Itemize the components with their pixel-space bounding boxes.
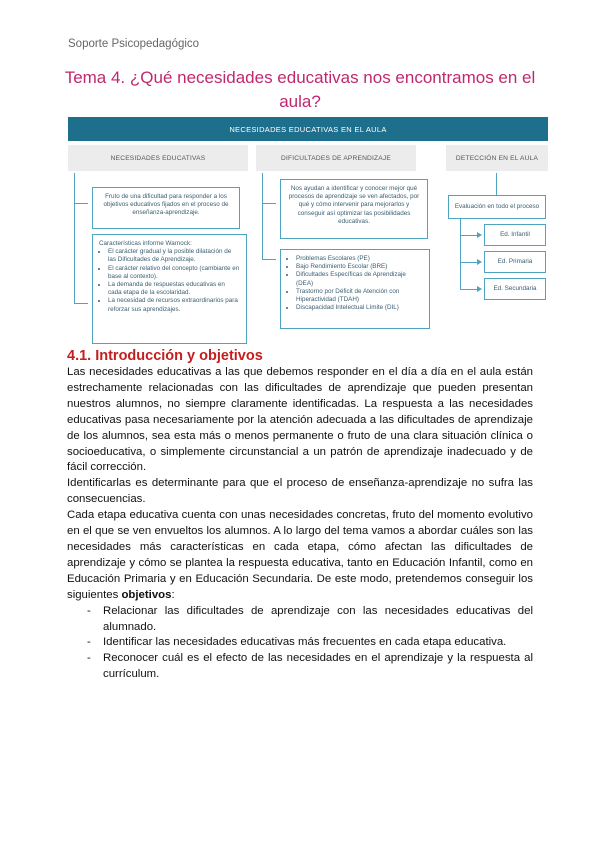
diagram-box-warnock xyxy=(92,234,247,344)
difficulty-item: • Discapacidad Intelectual Límite (DIL) xyxy=(296,304,423,312)
objectives-word: objetivos xyxy=(121,588,172,601)
diagram-column-header-1: NECESIDADES EDUCATIVAS xyxy=(68,145,248,171)
objective-text: Identificar las necesidades educativas más frecuentes en cada etapa educativa. xyxy=(103,636,507,649)
stage-box-secundaria: Ed. Secundaria xyxy=(484,278,546,300)
connector-line xyxy=(262,259,276,260)
objective-item xyxy=(67,635,533,651)
diagram-box-definition: Fruto de una dificultad para responder a los objetivos educativos fijados en el proceso de enseñanza-aprendizaje. xyxy=(92,187,240,229)
dash-bullet: - xyxy=(87,636,91,649)
objective-item xyxy=(67,651,533,683)
objective-text: Reconocer cuál es el efecto de las necesidades en el aprendizaje y la respuesta al currículum. xyxy=(103,652,533,681)
paragraph-text: Cada etapa educativa cuenta con unas necesidades concretas, fruto del momento evolutivo en el que se ven envueltos los alumnos. A lo largo del tema vamos a abordar cuáles son las necesidades más características en cada etapa, cómo afectan las dificultades de aprendizaje y cómo se plantea la respuesta educativa, tanto en Educación Infantil, como en Educación Primaria y en Educación Secundaria. De este modo, pretendemos conseguir los siguientes xyxy=(67,509,533,601)
paragraph xyxy=(67,508,533,603)
objectives-list xyxy=(67,604,533,684)
connector-line xyxy=(74,203,88,204)
page-title: Tema 4. ¿Qué necesidades educativas nos encontramos en el aula? xyxy=(64,68,536,111)
connector-line xyxy=(460,219,461,289)
arrow-right-icon xyxy=(477,259,482,265)
connector-line xyxy=(74,303,88,304)
diagram-box-evaluation: Evaluación en todo el proceso xyxy=(448,195,546,219)
connector-line xyxy=(496,173,497,195)
diagram-column-header-3: DETECCIÓN EN EL AULA xyxy=(446,145,548,171)
difficulty-item: • Problemas Escolares (PE) xyxy=(296,255,423,263)
connector-line xyxy=(460,262,478,263)
dash-bullet: - xyxy=(87,604,91,617)
section-title: 4.1. Introducción y objetivos xyxy=(67,348,263,364)
dash-bullet: - xyxy=(87,652,91,665)
stage-box-infantil: Ed. Infantil xyxy=(484,224,546,246)
warnock-title: Características informe Warnock: xyxy=(99,240,192,247)
connector-line xyxy=(262,173,263,259)
connector-line xyxy=(262,203,276,204)
paragraph: Identificarlas es determinante para que el proceso de enseñanza-aprendizaje no sufra las consecuencias. xyxy=(67,477,533,506)
objectives-colon: : xyxy=(171,588,175,601)
warnock-item: • El carácter gradual y la posible dilatación de las Dificultades de Aprendizaje. xyxy=(108,248,240,264)
connector-line xyxy=(460,235,478,236)
diagram-box-difficulty-types xyxy=(280,249,430,329)
objective-item xyxy=(67,604,533,636)
connector-line xyxy=(74,173,75,303)
concept-diagram xyxy=(68,117,548,345)
warnock-item: • El carácter relativo del concepto (cambiante en base al contexto). xyxy=(108,265,240,281)
page-header: Soporte Psicopedagógico xyxy=(68,38,200,50)
diagram-top-banner: NECESIDADES EDUCATIVAS EN EL AULA xyxy=(68,117,548,141)
difficulty-item: • Bajo Rendimiento Escolar (BRE) xyxy=(296,263,423,271)
body-text xyxy=(67,365,533,683)
connector-line xyxy=(460,289,478,290)
arrow-right-icon xyxy=(477,286,482,292)
difficulty-item: • Dificultades Específicas de Aprendizaje (DEA) xyxy=(296,271,423,287)
warnock-item: • La necesidad de recursos extraordinarios para reforzar sus aprendizajes. xyxy=(108,297,240,313)
arrow-right-icon xyxy=(477,232,482,238)
warnock-item: • La demanda de respuestas educativas en cada etapa de la escolaridad. xyxy=(108,281,240,297)
objective-text: Relacionar las dificultades de aprendizaje con las necesidades educativas del alumnado. xyxy=(103,604,533,633)
difficulty-item: • Trastorno por Déficit de Atención con Hiperactividad (TDAH) xyxy=(296,288,423,304)
stage-box-primaria: Ed. Primaria xyxy=(484,251,546,273)
diagram-column-header-2: DIFICULTADES DE APRENDIZAJE xyxy=(256,145,416,171)
diagram-box-difficulties: Nos ayudan a identificar y conocer mejor qué procesos de aprendizaje se ven afectados, por qué y cómo intervenir para mejorarlos y conseguir así optimizar las posibilidades educativas. xyxy=(280,179,428,239)
paragraph: Las necesidades educativas a las que debemos responder en el día a día en el aula están estrechamente relacionadas con las dificultades de aprendizaje que pueden presentan nuestros alumnos, no siempre claramente identificadas. La respuesta a las necesidades educativas pasa necesariamente por la atención adecuada a las dificultades de aprendizaje de los alumnos, sea esta más o menos permanente o fruto de una clara situación clínica o socioeducativa, o simplemente circunstancial a un patrón de aprendizaje inadecuado y de fácil corrección. xyxy=(67,366,533,474)
